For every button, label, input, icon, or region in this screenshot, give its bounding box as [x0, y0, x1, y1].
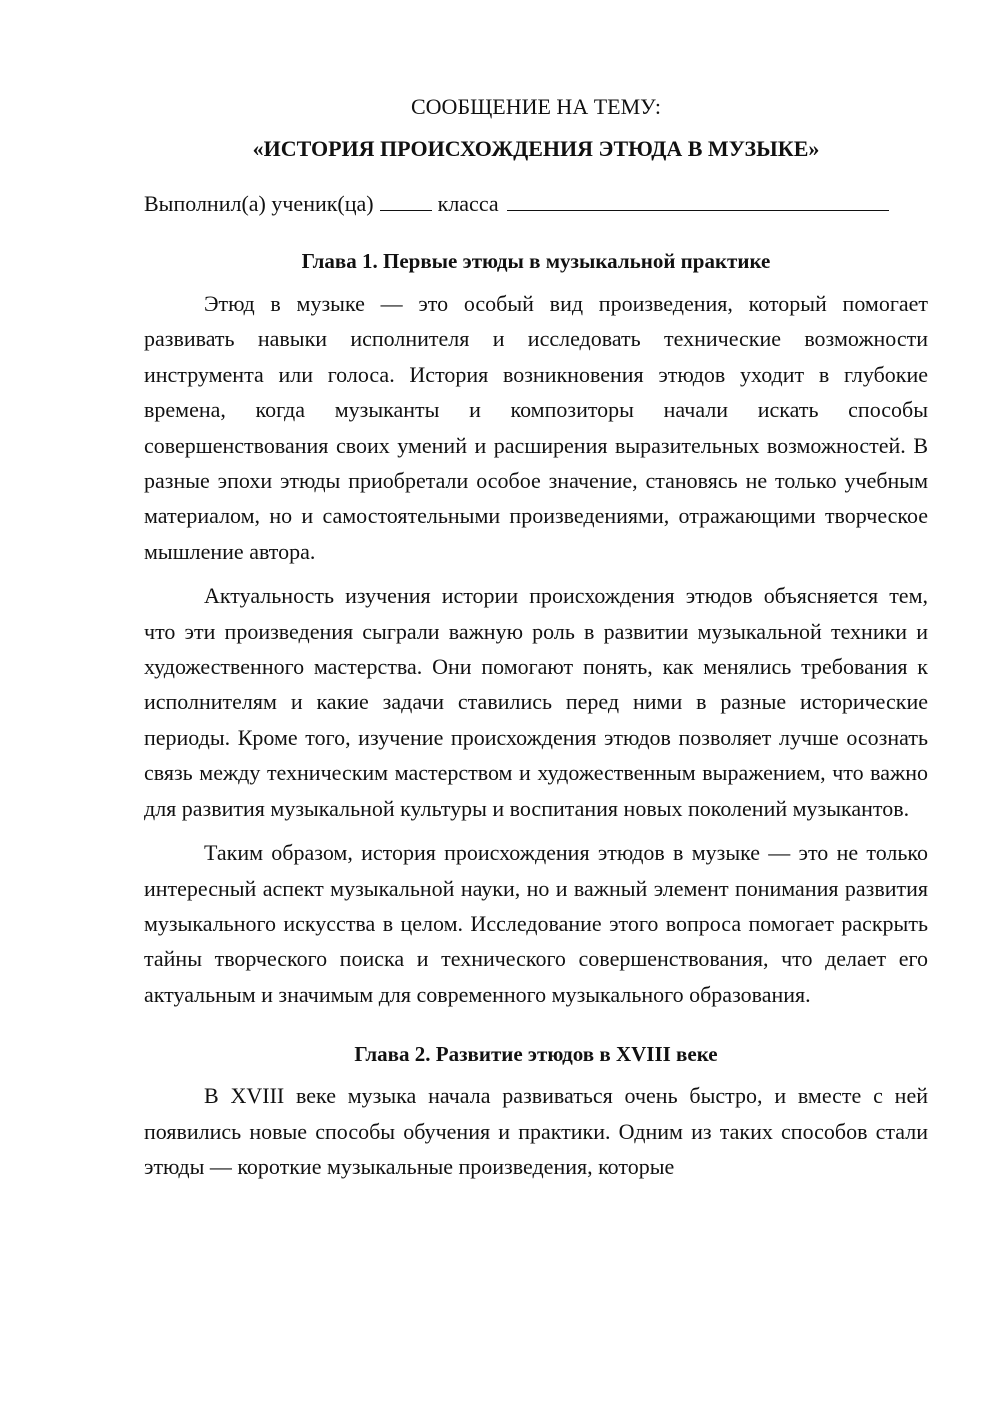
author-line	[144, 189, 928, 219]
chapter-1-heading: Глава 1. Первые этюды в музыкальной практике	[301, 249, 771, 273]
document-title-line-1: СООБЩЕНИЕ НА ТЕМУ:	[411, 94, 661, 119]
document-title-line-2: «ИСТОРИЯ ПРОИСХОЖДЕНИЯ ЭТЮДА В МУЗЫКЕ»	[252, 136, 820, 161]
paragraph-4: В XVIII веке музыка начала развиваться очень быстро, и вместе с ней появились новые способы обучения и практики. Одним из таких способов стали этюды — короткие музыкальные произведения, которые	[144, 1083, 928, 1179]
paragraph-2: Актуальность изучения истории происхождения этюдов объясняется тем, что эти произведения сыграли важную роль в развитии музыкальной техники и художественного мастерства. Они помогают понять, как менялись требования к исполнителям и какие задачи ставились перед ними в разные исторические периоды. Кроме того, изучение происхождения этюдов позволяет лучше осознать связь между техническим мастерством и художественным выражением, что важно для развития музыкальной культуры и воспитания новых поколений музыкантов.	[144, 583, 928, 821]
class-number-blank	[380, 190, 432, 211]
class-label: класса	[437, 191, 499, 216]
author-label: Выполнил(а) ученик(ца)	[144, 191, 374, 216]
paragraph-3: Таким образом, история происхождения этюдов в музыке — это не только интересный аспект музыкальной науки, но и важный элемент понимания развития музыкального искусства в целом. Исследование этого вопроса помогает раскрыть тайны творческого поиска и технического совершенствования, что делает его актуальным и значимым для современного музыкального образования.	[144, 840, 928, 1007]
document-page	[144, 92, 928, 1184]
chapter-2-heading: Глава 2. Развитие этюдов в XVIII веке	[354, 1042, 718, 1067]
paragraph-1: Этюд в музыке — это особый вид произведения, который помогает развивать навыки исполнителя и исследовать технические возможности инструмента или голоса. История возникновения этюдов уходит в глубокие времена, когда музыканты и композиторы начали искать способы совершенствования своих умений и расширения выразительных возможностей. В разные эпохи этюды приобретали особое значение, становясь не только учебным материалом, но и самостоятельными произведениями, отражающими творческое мышление автора.	[144, 291, 928, 564]
author-name-blank	[507, 190, 889, 211]
